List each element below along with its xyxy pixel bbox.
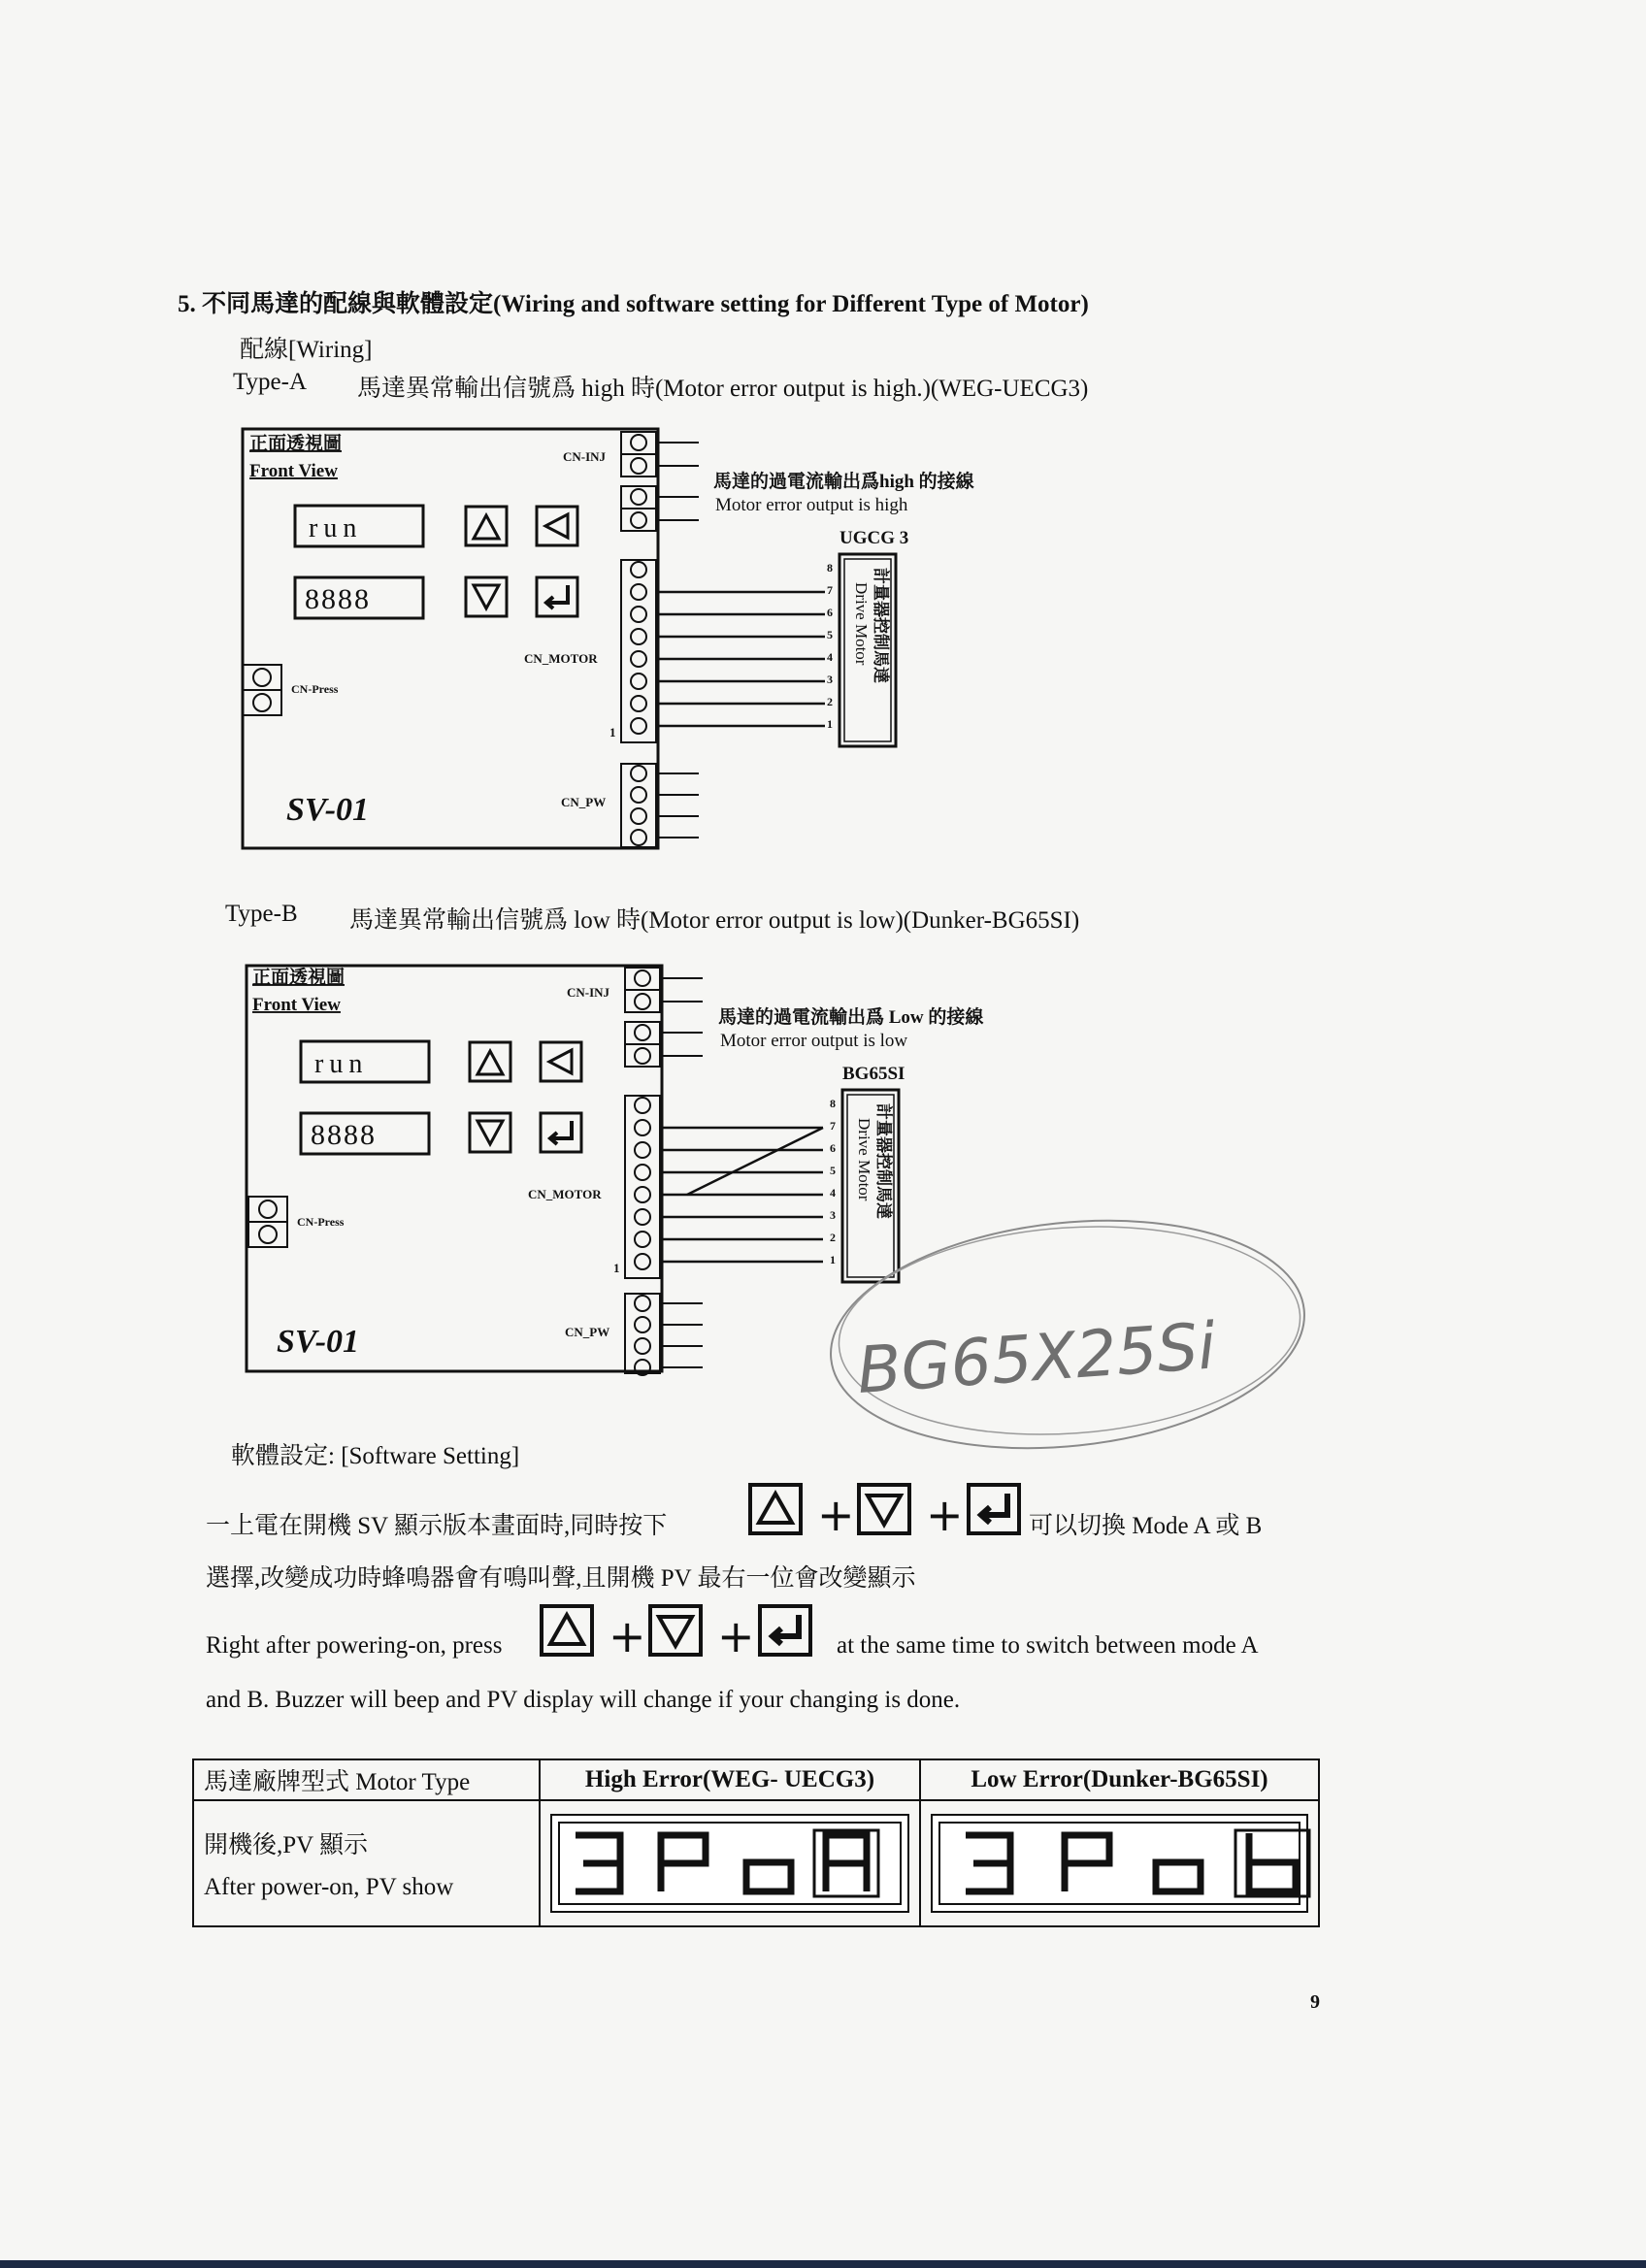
front-view-title-cn: 正面透視圖 xyxy=(249,434,343,454)
cn-motor-label: CN_MOTOR xyxy=(524,651,598,666)
front-view-title-en: Front View xyxy=(249,461,338,481)
svg-text:+: + xyxy=(609,1610,646,1661)
handwritten-annotation xyxy=(815,1199,1320,1461)
row-label-en: After power-on, PV show xyxy=(204,1874,454,1900)
low-display-cell xyxy=(920,1800,1319,1926)
svg-text:+: + xyxy=(817,1489,855,1540)
wiring-label: 配線[Wiring] xyxy=(240,337,373,363)
svg-text:8: 8 xyxy=(830,1097,836,1110)
note-en: Motor error output is low xyxy=(720,1031,908,1051)
svg-text:8: 8 xyxy=(827,561,833,575)
type-a-description: 馬達異常輸出信號爲 high 時(Motor error output is high.)(WEG-UECG3) xyxy=(357,376,1089,402)
svg-text:1: 1 xyxy=(827,717,833,731)
header-low-error: Low Error(Dunker-BG65SI) xyxy=(920,1759,1319,1800)
svg-text:+: + xyxy=(926,1489,964,1540)
high-display xyxy=(550,1814,909,1913)
enter-key-icon xyxy=(541,1113,581,1152)
enter-key-icon xyxy=(537,577,577,616)
cn-motor-label: CN_MOTOR xyxy=(528,1187,602,1201)
note-cn: 馬達的過電流輸出爲high 的接線 xyxy=(713,472,974,492)
key-combo-cn xyxy=(747,1480,1029,1545)
seven-segment-3poa xyxy=(564,1827,884,1899)
row-label xyxy=(193,1800,540,1926)
svg-text:+: + xyxy=(717,1610,755,1661)
software-title: 軟體設定: [Software Setting] xyxy=(231,1443,520,1469)
svg-text:6: 6 xyxy=(827,606,833,619)
enter-key-icon xyxy=(969,1485,1019,1533)
software-cn-line1-a: 一上電在開機 SV 顯示版本畫面時,同時按下 xyxy=(206,1513,668,1539)
motor-type-table xyxy=(192,1759,1320,1927)
svg-text:1: 1 xyxy=(830,1253,836,1266)
svg-text:3: 3 xyxy=(830,1208,836,1222)
svg-text:4: 4 xyxy=(827,650,833,664)
type-b-description: 馬達異常輸出信號爲 low 時(Motor error output is low)(Dunker-BG65SI) xyxy=(349,907,1080,934)
motor-label-cn: 計量器控制馬達 xyxy=(872,568,890,683)
display-8888: 8888 xyxy=(305,583,371,615)
software-en-line2: and B. Buzzer will beep and PV display will change if your changing is done. xyxy=(206,1687,961,1713)
handwritten-model: BG65X25Si xyxy=(854,1308,1219,1408)
motor-label-en: Drive Motor xyxy=(852,582,871,666)
low-display xyxy=(931,1814,1308,1913)
model-label: SV-01 xyxy=(286,792,370,828)
svg-text:2: 2 xyxy=(827,695,833,708)
header-motor-type: 馬達廠牌型式 Motor Type xyxy=(193,1759,540,1800)
note-cn: 馬達的過電流輸出爲 Low 的接線 xyxy=(718,1007,984,1028)
cn-press-label: CN-Press xyxy=(291,682,339,696)
motor-label-en: Drive Motor xyxy=(855,1118,873,1201)
high-display-cell xyxy=(540,1800,920,1926)
wiring-diagram-type-a xyxy=(233,422,1068,859)
type-a-tag: Type-A xyxy=(233,369,308,395)
software-cn-line2: 選擇,改變成功時蜂鳴器會有鳴叫聲,且開機 PV 最右一位會改變顯示 xyxy=(206,1565,916,1592)
motor-model: UGCG 3 xyxy=(839,528,909,548)
cn-pw-label: CN_PW xyxy=(561,795,607,809)
front-view-title-en: Front View xyxy=(252,995,341,1015)
pin-1-label: 1 xyxy=(609,725,616,740)
model-label: SV-01 xyxy=(277,1324,360,1360)
svg-text:7: 7 xyxy=(830,1119,836,1133)
cn-inj-label: CN-INJ xyxy=(563,449,607,464)
section-heading: 5. 不同馬達的配線與軟體設定(Wiring and software setting for Different Type of Motor) xyxy=(178,291,1089,317)
seven-segment-3pob xyxy=(944,1827,1323,1899)
type-b-tag: Type-B xyxy=(225,901,298,927)
software-en-line1-b: at the same time to switch between mode A xyxy=(837,1632,1259,1659)
svg-text:6: 6 xyxy=(830,1141,836,1155)
svg-text:5: 5 xyxy=(830,1164,836,1177)
display-run: run xyxy=(314,1049,369,1079)
row-label-cn: 開機後,PV 顯示 xyxy=(204,1832,369,1858)
key-combo-en xyxy=(539,1601,820,1666)
svg-text:4: 4 xyxy=(830,1186,836,1200)
svg-text:2: 2 xyxy=(830,1231,836,1244)
front-view-title-cn: 正面透視圖 xyxy=(252,968,346,988)
svg-text:7: 7 xyxy=(827,583,833,597)
scan-edge xyxy=(0,2260,1646,2268)
enter-key-icon xyxy=(760,1606,810,1655)
motor-model: BG65SI xyxy=(842,1064,905,1084)
software-cn-line1-b: 可以切換 Mode A 或 B xyxy=(1029,1513,1263,1539)
display-8888: 8888 xyxy=(311,1119,377,1151)
cn-inj-label: CN-INJ xyxy=(567,985,610,1000)
note-en: Motor error output is high xyxy=(715,495,908,515)
header-high-error: High Error(WEG- UECG3) xyxy=(540,1759,920,1800)
svg-text:5: 5 xyxy=(827,628,833,641)
display-run: run xyxy=(309,513,363,543)
page-number: 9 xyxy=(1310,1991,1320,2013)
pin-1-label: 1 xyxy=(613,1261,620,1275)
cn-press-label: CN-Press xyxy=(297,1215,345,1229)
software-en-line1-a: Right after powering-on, press xyxy=(206,1632,503,1659)
svg-text:3: 3 xyxy=(827,673,833,686)
motor-label-cn: 計量器控制馬達 xyxy=(874,1103,893,1219)
cn-pw-label: CN_PW xyxy=(565,1325,610,1339)
